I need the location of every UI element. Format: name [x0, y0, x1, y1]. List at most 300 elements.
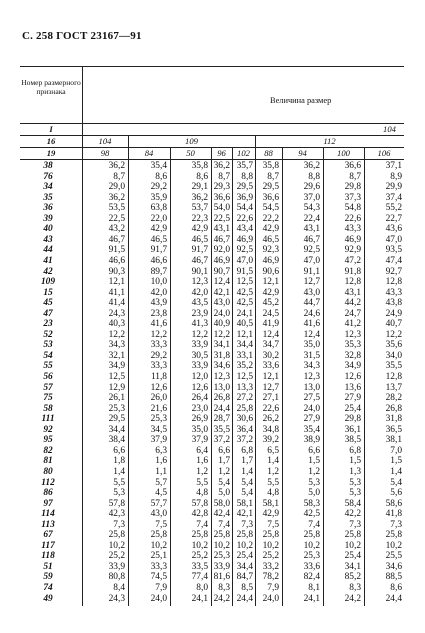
- table-cell: 24,0: [150, 593, 167, 604]
- table-cell: 36,2: [191, 192, 208, 203]
- table-cell: 1,1: [155, 466, 167, 477]
- table-cell: 24,1: [191, 593, 208, 604]
- table-cell: 44,2: [344, 298, 361, 309]
- table-row: [20, 414, 404, 425]
- table-cell: 92,0: [213, 245, 230, 256]
- table-cell: 29,6: [303, 182, 320, 193]
- table-cell: 36,6: [213, 192, 230, 203]
- table-row: [20, 298, 404, 309]
- table-cell: 8,6: [196, 171, 208, 182]
- table-cell: 40,9: [213, 319, 230, 330]
- table-cell: 35,8: [191, 161, 208, 171]
- feature-number: 75: [43, 393, 53, 404]
- feature-number: 39: [43, 213, 53, 224]
- table-cell: 8,0: [196, 583, 208, 593]
- table-cell: 35,5: [385, 361, 402, 372]
- table-cell: 25,8: [344, 530, 361, 541]
- table-cell: 43,6: [385, 224, 402, 235]
- table-cell: 25,8: [385, 530, 402, 541]
- feature-number: 118: [41, 551, 55, 562]
- table-cell: 25,4: [344, 551, 361, 562]
- table-cell: 34,9: [344, 361, 361, 372]
- table-cell: 43,1: [303, 224, 320, 235]
- table-cell: 24,0: [213, 308, 230, 319]
- table-cell: 24,1: [236, 308, 253, 319]
- table-cell: 27,9: [344, 393, 361, 404]
- table-cell: 46,9: [262, 255, 279, 266]
- table-cell: 33,1: [236, 350, 253, 361]
- table-cell: 47,2: [344, 255, 361, 266]
- feature-number: 81: [43, 456, 53, 467]
- table-cell: 25,2: [108, 551, 125, 562]
- feature-number: 58: [43, 403, 53, 414]
- table-cell: 13,7: [385, 382, 402, 393]
- feature-number: 35: [43, 192, 53, 203]
- table-cell: 43,3: [385, 287, 402, 298]
- table-cell: 25,3: [213, 551, 230, 562]
- feature-number: 36: [43, 203, 53, 214]
- table-cell: 12,6: [191, 382, 208, 393]
- table-row: [20, 372, 404, 383]
- table-row: [20, 245, 404, 256]
- table-cell: 8,5: [241, 583, 253, 593]
- table-cell: 8,8: [308, 171, 320, 182]
- row-19-value-2: 84: [144, 148, 154, 158]
- table-cell: 41,6: [303, 319, 320, 330]
- table-cell: 24,0: [262, 593, 279, 604]
- table-cell: 5,3: [349, 488, 361, 499]
- table-row: [20, 288, 404, 299]
- table-row: [20, 520, 404, 531]
- row-19-value-7: 94: [298, 148, 307, 158]
- table-cell: 38,5: [344, 435, 361, 446]
- table-cell: 34,6: [385, 561, 402, 572]
- table-cell: 12,3: [191, 277, 208, 288]
- table-cell: 10,2: [344, 540, 361, 551]
- row-19-value-3: 50: [186, 148, 195, 158]
- table-cell: 30,6: [236, 414, 253, 425]
- table-cell: 7,3: [349, 519, 361, 530]
- table-cell: 26,8: [213, 393, 230, 404]
- table-cell: 58,3: [303, 498, 320, 509]
- table-cell: 12,3: [213, 372, 230, 382]
- table-cell: 33,6: [262, 361, 279, 372]
- table-row: [20, 594, 404, 605]
- table-cell: 5,5: [196, 477, 208, 488]
- table-cell: 12,4: [262, 329, 279, 340]
- table-cell: 13,0: [303, 382, 320, 393]
- feature-number: 45: [43, 298, 53, 309]
- table-cell: 6,6: [308, 445, 320, 456]
- table-row: [20, 161, 404, 172]
- table-cell: 47,0: [236, 255, 253, 266]
- table-cell: 12,5: [108, 372, 125, 382]
- table-cell: 13,6: [344, 382, 361, 393]
- table-cell: 34,3: [108, 340, 125, 351]
- feature-number: 51: [43, 561, 53, 572]
- table-cell: 32,1: [108, 350, 125, 361]
- table-cell: 33,9: [191, 340, 208, 351]
- table-cell: 42,1: [213, 287, 230, 298]
- table-cell: 1,6: [196, 456, 208, 467]
- table-cell: 24,4: [236, 593, 253, 604]
- table-row: [20, 467, 404, 478]
- table-cell: 12,9: [108, 382, 125, 393]
- table-cell: 12,1: [236, 329, 253, 340]
- table-cell: 8,7: [218, 171, 230, 182]
- table-cell: 46,7: [108, 234, 125, 245]
- feature-number: 82: [43, 445, 53, 456]
- table-cell: 12,6: [150, 382, 167, 393]
- table-cell: 45,2: [262, 298, 279, 309]
- table-cell: 36,6: [344, 161, 361, 171]
- table-cell: 33,9: [191, 361, 208, 372]
- table-cell: 29,2: [150, 182, 167, 193]
- table-cell: 24,4: [213, 403, 230, 414]
- table-row: [20, 509, 404, 520]
- table-cell: 27,1: [262, 393, 279, 404]
- feature-number: 47: [43, 308, 53, 319]
- feature-number: 117: [41, 540, 55, 551]
- table-cell: 40,7: [385, 319, 402, 330]
- table-cell: 8,1: [308, 583, 320, 593]
- table-cell: 8,4: [113, 583, 125, 593]
- feature-number: 109: [40, 277, 56, 288]
- table-cell: 8,8: [241, 171, 253, 182]
- table-cell: 24,6: [303, 308, 320, 319]
- table-cell: 5,7: [155, 477, 167, 488]
- table-cell: 12,2: [385, 329, 402, 340]
- table-cell: 24,2: [213, 593, 230, 604]
- table-cell: 34,0: [385, 350, 402, 361]
- table-cell: 42,9: [191, 224, 208, 235]
- table-cell: 12,2: [213, 329, 230, 340]
- table-cell: 29,3: [213, 182, 230, 193]
- table-cell: 13,3: [236, 382, 253, 393]
- table-cell: 33,9: [108, 561, 125, 572]
- table-row: [20, 172, 404, 183]
- table-cell: 91,5: [108, 245, 125, 256]
- table-cell: 30,2: [262, 350, 279, 361]
- table-cell: 22,7: [385, 213, 402, 224]
- table-cell: 46,7: [303, 234, 320, 245]
- table-cell: 90,3: [108, 266, 125, 277]
- table-cell: 92,3: [262, 245, 279, 256]
- table-cell: 28,2: [385, 393, 402, 404]
- table-cell: 4,5: [155, 488, 167, 499]
- table-cell: 12,3: [344, 329, 361, 340]
- table-cell: 42,2: [344, 509, 361, 520]
- table-cell: 13,0: [213, 382, 230, 393]
- feature-number: 54: [43, 350, 53, 361]
- table-cell: 53,7: [191, 203, 208, 214]
- table-cell: 1,4: [267, 456, 279, 467]
- table-cell: 25,8: [213, 530, 230, 541]
- table-cell: 1,2: [308, 466, 320, 477]
- table-cell: 24,1: [303, 593, 320, 604]
- table-row: [20, 351, 404, 362]
- feature-number: 34: [43, 182, 53, 193]
- feature-number: 80: [43, 466, 53, 477]
- table-cell: 46,9: [344, 234, 361, 245]
- table-cell: 42,0: [150, 287, 167, 298]
- row-19-value-6: 88: [264, 148, 273, 158]
- table-cell: 7,9: [155, 583, 167, 593]
- table-cell: 22,3: [191, 213, 208, 224]
- table-cell: 42,0: [191, 287, 208, 298]
- table-cell: 36,2: [108, 192, 125, 203]
- feature-number: 76: [43, 171, 53, 182]
- table-cell: 22,2: [262, 213, 279, 224]
- table-cell: 81,6: [213, 572, 230, 583]
- table-cell: 12,2: [150, 329, 167, 340]
- table-cell: 58,1: [262, 498, 279, 509]
- row-16-value-1: 104: [98, 136, 112, 146]
- table-cell: 7,3: [390, 519, 402, 530]
- table-cell: 91,7: [191, 245, 208, 256]
- table-cell: 8,7: [349, 171, 361, 182]
- table-cell: 23,9: [191, 308, 208, 319]
- table-cell: 10,2: [262, 540, 279, 551]
- table-cell: 7,3: [113, 519, 125, 530]
- table-cell: 36,2: [303, 161, 320, 171]
- table-row: [20, 330, 404, 341]
- table-cell: 43,4: [236, 224, 253, 235]
- table-cell: 25,8: [191, 530, 208, 541]
- table-row: [20, 446, 404, 457]
- feature-number: 23: [43, 319, 53, 330]
- table-cell: 27,9: [303, 414, 320, 425]
- table-cell: 8,7: [113, 171, 125, 182]
- table-cell: 42,4: [213, 509, 230, 520]
- feature-number: 53: [43, 340, 53, 351]
- feature-number: 42: [43, 266, 53, 277]
- table-cell: 85,2: [344, 572, 361, 583]
- table-cell: 37,2: [236, 435, 253, 446]
- table-cell: 41,9: [262, 319, 279, 330]
- table-row: [20, 383, 404, 394]
- table-cell: 24,3: [108, 308, 125, 319]
- table-cell: 41,6: [150, 319, 167, 330]
- table-cell: 46,7: [191, 255, 208, 266]
- table-cell: 46,9: [213, 255, 230, 266]
- table-cell: 12,2: [108, 329, 125, 340]
- table-cell: 39,2: [262, 435, 279, 446]
- table-cell: 29,2: [150, 350, 167, 361]
- table-cell: 34,4: [236, 340, 253, 351]
- feature-number: 55: [43, 361, 53, 372]
- table-cell: 38,1: [385, 435, 402, 446]
- table-cell: 7,3: [241, 519, 253, 530]
- table-cell: 43,5: [191, 298, 208, 309]
- table-cell: 38,4: [108, 435, 125, 446]
- table-cell: 35,0: [303, 340, 320, 351]
- table-cell: 29,9: [385, 182, 402, 193]
- table-cell: 63,8: [150, 203, 167, 214]
- table-cell: 34,3: [303, 361, 320, 372]
- feature-number: 114: [41, 509, 55, 520]
- table-cell: 25,8: [108, 530, 125, 541]
- table-row: [20, 309, 404, 320]
- table-cell: 8,7: [267, 171, 279, 182]
- feature-number: 56: [43, 372, 53, 382]
- table-cell: 6,6: [113, 445, 125, 456]
- table-cell: 1,2: [218, 466, 230, 477]
- table-row: [20, 456, 404, 467]
- table-cell: 12,1: [108, 277, 125, 288]
- table-cell: 25,8: [236, 530, 253, 541]
- table-cell: 5,5: [267, 477, 279, 488]
- feature-number: 112: [41, 477, 55, 488]
- feature-number: 44: [43, 245, 53, 256]
- table-cell: 34,6: [213, 361, 230, 372]
- table-cell: 12,4: [213, 277, 230, 288]
- table-cell: 1,4: [113, 466, 125, 477]
- table-cell: 25,2: [191, 551, 208, 562]
- table-cell: 1,3: [349, 466, 361, 477]
- row-19-value-1: 98: [100, 148, 110, 158]
- table-cell: 29,1: [191, 182, 208, 193]
- table-cell: 10,2: [303, 540, 320, 551]
- table-cell: 1,7: [241, 456, 253, 467]
- table-cell: 10,0: [150, 277, 167, 288]
- table-cell: 58,4: [344, 498, 361, 509]
- table-cell: 5,3: [349, 477, 361, 488]
- table-cell: 43,0: [150, 509, 167, 520]
- feature-number: 40: [43, 224, 53, 235]
- row-16-value-2: 109: [185, 136, 198, 146]
- table-cell: 7,5: [267, 519, 279, 530]
- table-cell: 74,5: [150, 572, 167, 583]
- table-cell: 42,3: [108, 509, 125, 520]
- table-cell: 35,8: [262, 161, 279, 171]
- table-cell: 5,0: [308, 488, 320, 499]
- table-cell: 25,4: [344, 403, 361, 414]
- table-cell: 26,1: [108, 393, 125, 404]
- table-cell: 33,6: [303, 561, 320, 572]
- table-cell: 12,8: [385, 277, 402, 288]
- table-cell: 46,6: [150, 255, 167, 266]
- table-cell: 12,5: [236, 372, 253, 382]
- table-cell: 57,8: [191, 498, 208, 509]
- feature-number: 43: [43, 234, 53, 245]
- table-cell: 34,5: [150, 424, 167, 435]
- table-top-border: [20, 66, 404, 67]
- table-cell: 40,5: [236, 319, 253, 330]
- table-cell: 42,1: [236, 509, 253, 520]
- table-cell: 24,2: [344, 593, 361, 604]
- table-cell: 4,8: [267, 488, 279, 499]
- table-cell: 27,5: [303, 393, 320, 404]
- table-cell: 5,5: [113, 477, 125, 488]
- table-cell: 24,4: [385, 593, 402, 604]
- feature-number: 38: [43, 161, 53, 171]
- table-cell: 25,2: [262, 551, 279, 562]
- row-19-value-8: 100: [337, 148, 350, 158]
- table-cell: 37,3: [344, 192, 361, 203]
- table-cell: 33,5: [191, 561, 208, 572]
- table-cell: 43,9: [150, 298, 167, 309]
- feature-number: 113: [41, 519, 55, 530]
- table-cell: 42,5: [236, 298, 253, 309]
- table-cell: 26,8: [385, 403, 402, 414]
- table-cell: 7,4: [218, 519, 230, 530]
- table-cell: 24,9: [385, 308, 402, 319]
- table-row: [20, 340, 404, 351]
- table-cell: 33,3: [150, 340, 167, 351]
- table-cell: 5,4: [241, 488, 253, 499]
- table-cell: 42,5: [303, 509, 320, 520]
- table-cell: 43,8: [385, 298, 402, 309]
- table-cell: 43,1: [213, 224, 230, 235]
- table-cell: 29,8: [344, 182, 361, 193]
- feature-number: 92: [43, 424, 53, 435]
- table-cell: 26,0: [150, 393, 167, 404]
- table-cell: 35,0: [191, 424, 208, 435]
- table-cell: 34,8: [262, 424, 279, 435]
- table-cell: 29,5: [236, 182, 253, 193]
- table-cell: 8,9: [390, 171, 402, 182]
- table-cell: 90,1: [191, 266, 208, 277]
- table-cell: 91,7: [150, 245, 167, 256]
- table-cell: 12,1: [262, 277, 279, 288]
- table-cell: 31,8: [213, 350, 230, 361]
- table-cell: 8,3: [349, 583, 361, 593]
- table-cell: 36,5: [385, 424, 402, 435]
- table-cell: 35,2: [236, 361, 253, 372]
- table-row: [20, 551, 404, 562]
- table-cell: 12,6: [344, 372, 361, 382]
- feature-number: 15: [43, 287, 53, 298]
- table-row: [20, 572, 404, 583]
- table-row: [20, 277, 404, 288]
- table-cell: 25,3: [108, 403, 125, 414]
- table-cell: 1,2: [196, 466, 208, 477]
- table-cell: 26,9: [191, 414, 208, 425]
- row-19-feature: 19: [46, 148, 56, 158]
- feature-number: 111: [41, 414, 55, 425]
- table-cell: 22,4: [303, 213, 320, 224]
- table-cell: 33,3: [150, 361, 167, 372]
- table-cell: 34,7: [262, 340, 279, 351]
- table-cell: 42,9: [262, 287, 279, 298]
- table-cell: 91,8: [344, 266, 361, 277]
- table-cell: 21,6: [150, 403, 167, 414]
- table-cell: 5,0: [218, 488, 230, 499]
- table-cell: 29,5: [262, 182, 279, 193]
- table-cell: 78,2: [262, 572, 279, 583]
- table-cell: 5,6: [390, 488, 402, 499]
- table-cell: 31,8: [385, 414, 402, 425]
- feature-number: 86: [43, 488, 53, 499]
- table-cell: 1,2: [267, 466, 279, 477]
- table-cell: 6,8: [349, 445, 361, 456]
- table-cell: 32,8: [344, 350, 361, 361]
- table-cell: 1,5: [349, 456, 361, 467]
- table-cell: 89,7: [150, 266, 167, 277]
- table-cell: 26,2: [262, 414, 279, 425]
- table-cell: 22,6: [344, 213, 361, 224]
- table-cell: 25,4: [236, 551, 253, 562]
- table-cell: 12,1: [262, 372, 279, 382]
- table-cell: 12,3: [303, 372, 320, 382]
- table-cell: 34,1: [213, 340, 230, 351]
- table-cell: 25,8: [236, 403, 253, 414]
- table-row: [20, 393, 404, 404]
- table-cell: 42,9: [262, 224, 279, 235]
- table-cell: 22,5: [213, 213, 230, 224]
- table-cell: 12,5: [236, 277, 253, 288]
